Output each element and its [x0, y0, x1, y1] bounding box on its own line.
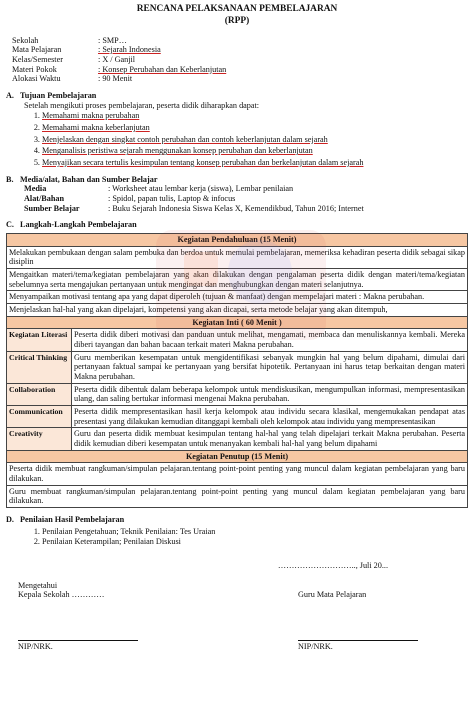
list-item: 2. Penilaian Keterampilan; Penilaian Diskusi: [42, 537, 468, 547]
section-number: C.: [6, 220, 14, 230]
tujuan-list: [28, 111, 468, 167]
table-row: Menyampaikan motivasi tentang apa yang dapat diperoleh (tujuan & manfaat) dengan mempelajari materi : Makna perubahan.: [7, 291, 468, 304]
nip-left: NIP/NRK.: [18, 642, 53, 652]
section-heading: Penilaian Hasil Pembelajaran: [20, 515, 125, 525]
section-heading: Media/alat, Bahan dan Sumber Belajar: [20, 174, 158, 184]
table-row: Melakukan pembukaan dengan salam pembuka dan berdoa untuk memulai pembelajaran, memeriksa kehadiran peserta didik sebagai sikap disiplin: [7, 246, 468, 268]
section-number: B.: [6, 174, 14, 184]
media-key: Alat/Bahan: [24, 193, 65, 203]
table-row: Guru membuat rangkuman/simpulan pelajaran.tentang point-point penting yang muncul dalam kegiatan pembelajaran yang baru dilakukan.: [7, 485, 468, 507]
section-heading: Langkah-Langkah Pembelajaran: [20, 220, 137, 230]
inti-text: Peserta didik dibentuk dalam beberapa kelompok untuk mendiskusikan, mengumpulkan informasi, mempresentasikan ulang, dan saling bertukar informasi mengenai Makna perubahan.: [72, 383, 468, 405]
media-value: : Buku Sejarah Indonesia Siswa Kelas X, Kemendikbud, Tahun 2016; Internet: [108, 203, 364, 213]
list-item: 3. Menjelaskan dengan singkat contoh perubahan dan contoh keberlanjutan dalam sejarah: [42, 135, 468, 145]
media-key: Media: [24, 184, 47, 194]
identity-row: [12, 55, 468, 65]
signature-line: [298, 600, 418, 641]
identity-block: [12, 36, 468, 84]
inti-label: Kegiatan Literasi: [7, 329, 72, 351]
inti-text: Guru dan peserta didik membuat kesimpulan tentang hal-hal yang telah dipelajari terkait Makna perubahan. Peserta didik kemudian diberi kesempatan untuk menanyakan kembali hal-hal yang belum dipahami: [72, 428, 468, 450]
inti-label: Communication: [7, 406, 72, 428]
list-item: 5. Menyajikan secara tertulis kesimpulan tentang konsep perubahan dan berkelanjutan dalam sejarah: [42, 158, 468, 168]
inti-text: Peserta didik diberi motivasi dan panduan untuk melihat, mengamati, membaca dan menuliskannya kembali. Mereka diberi tayangan dan bahan bacaan terkait materi Makna perubahan.: [72, 329, 468, 351]
signature-left-line1: Mengetahui: [18, 580, 58, 590]
identity-value: : SMP…: [98, 35, 127, 45]
pendahuluan-header: Kegiatan Pendahuluan (15 Menit): [7, 233, 468, 246]
title-sub: (RPP): [224, 15, 250, 26]
identity-key: Materi Pokok: [12, 64, 57, 74]
watermark-logo: [156, 230, 326, 340]
inti-text: Guru memberikan kesempatan untuk mengidentifikasi sebanyak mungkin hal yang belum dipahami, dimulai dari pertanyaan faktual sampai ke pertanyaan yang bersifat hipotetik. Pertanyaan ini harus tetap berkaitan dengan materi Makna perubahan.: [72, 351, 468, 383]
title-main: RENCANA PELAKSANAAN PEMBELAJARAN: [136, 4, 338, 14]
inti-label: Critical Thinking: [7, 351, 72, 383]
identity-row: [12, 45, 468, 55]
signature-line: [18, 600, 138, 641]
signature-right: [298, 581, 458, 652]
list-item: 1. Memahami makna perubahan: [42, 111, 468, 121]
section-penilaian: [6, 515, 468, 525]
signature-date: ……………………….., Juli 20...: [277, 561, 388, 571]
identity-value: : Konsep Perubahan dan Keberlanjutan: [98, 64, 227, 74]
inti-header: Kegiatan Inti ( 60 Menit ): [7, 316, 468, 329]
inti-label: Creativity: [7, 428, 72, 450]
identity-row: [12, 36, 468, 46]
watermark-shape-left: [184, 252, 218, 286]
list-item: 4. Menganalisis peristiwa sejarah menggunakan konsep perubahan dan keberlanjutan: [42, 146, 468, 156]
inti-label: Collaboration: [7, 383, 72, 405]
nip-right: NIP/NRK.: [298, 642, 333, 652]
section-media: [6, 175, 468, 185]
media-row: [24, 184, 468, 194]
table-row: [7, 383, 468, 405]
list-item: 2. Memahami makna keberlanjutan: [42, 123, 468, 133]
identity-row: [12, 74, 468, 84]
media-row: [24, 194, 468, 204]
media-row: [24, 204, 468, 214]
section-number: D.: [6, 515, 14, 525]
identity-value: : X / Ganjil: [98, 54, 136, 64]
signature-left-line2: Kepala Sekolah …………: [18, 590, 105, 600]
identity-value: : 90 Menit: [98, 74, 133, 84]
signature-left: [18, 581, 208, 652]
identity-row: [12, 65, 468, 75]
identity-key: Alokasi Waktu: [12, 74, 61, 84]
tujuan-intro: Setelah mengikuti proses pembelajaran, peserta didik diharapkan dapat:: [24, 100, 260, 110]
document-title: [6, 4, 468, 28]
watermark-shape-right: [228, 240, 292, 304]
table-row: [7, 351, 468, 383]
media-block: [6, 184, 468, 213]
table-row: Peserta didik membuat rangkuman/simpulan pelajaran.tentang point-point penting yang muncul dalam kegiatan pembelajaran yang baru dilakukan.: [7, 463, 468, 485]
signature-block: [6, 581, 468, 652]
identity-key: Kelas/Semester: [12, 54, 63, 64]
rpp-document: [6, 0, 468, 652]
table-row: Mengaitkan materi/tema/kegiatan pembelajaran yang akan dilakukan dengan pengalaman peserta didik dengan materi/tema/kegiatan sebelumnya serta mengajukan pertanyaan untuk mengingat dan menghubungkan dengan materi selanjutnya.: [7, 268, 468, 290]
section-tujuan: [6, 91, 468, 101]
penutup-header: Kegiatan Penutup (15 Menit): [7, 450, 468, 463]
media-value: : Spidol, papan tulis, Laptop & infocus: [108, 193, 236, 203]
inti-text: Peserta didik mempresentasikan hasil kerja kelompok atau individu secara klasikal, mengemukakan pendapat atas presentasi yang dilakukan kemudian ditanggapi kembali oleh kelompok atau individu yang mempresentasikan: [72, 406, 468, 428]
section-number: A.: [6, 90, 14, 100]
table-row: Menjelaskan hal-hal yang akan dipelajari, kompetensi yang akan dicapai, serta metode belajar yang akan ditempuh,: [7, 303, 468, 316]
table-row: [7, 406, 468, 428]
media-value: : Worksheet atau lembar kerja (siswa), Lembar penilaian: [108, 184, 294, 194]
table-row: [7, 428, 468, 450]
identity-key: Mata Pelajaran: [12, 45, 62, 55]
media-key: Sumber Belajar: [24, 203, 80, 213]
penilaian-list: [28, 527, 468, 547]
identity-value: : Sejarah Indonesia: [98, 45, 161, 55]
section-langkah: [6, 220, 468, 230]
identity-key: Sekolah: [12, 35, 39, 45]
signature-right-line2: Guru Mata Pelajaran: [298, 590, 367, 600]
list-item: 1. Penilaian Pengetahuan; Teknik Penilaian: Tes Uraian: [42, 527, 468, 537]
section-heading: Tujuan Pembelajaran: [20, 90, 97, 100]
